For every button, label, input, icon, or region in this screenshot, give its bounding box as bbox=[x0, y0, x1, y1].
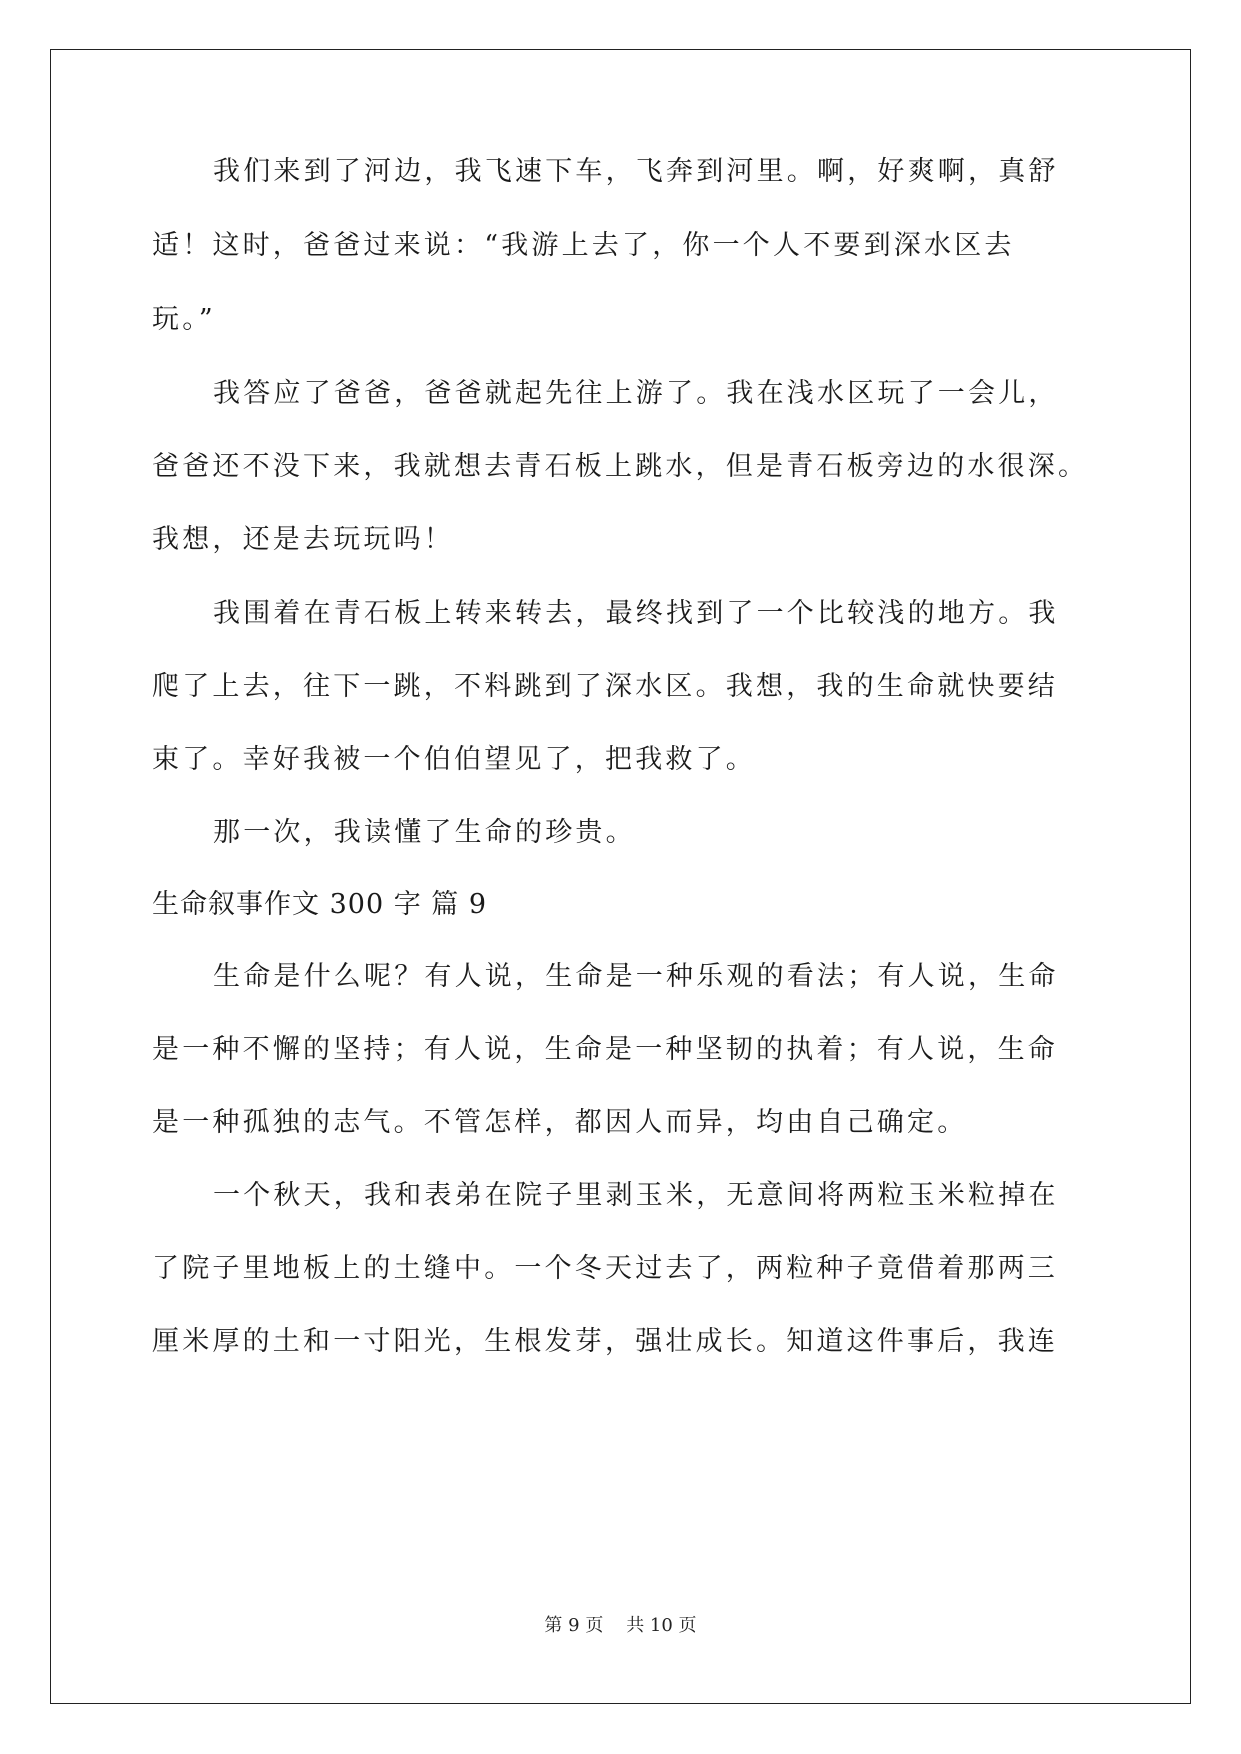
page-border bbox=[50, 49, 1191, 1704]
paragraph-line: 是一种孤独的志气。不管怎样，都因人而异，均由自己确定。 bbox=[152, 1107, 968, 1138]
paragraph-line: 了院子里地板上的土缝中。一个冬天过去了，两粒种子竟借着那两三 bbox=[152, 1253, 1058, 1284]
paragraph-line: 束了。幸好我被一个伯伯望见了，把我救了。 bbox=[152, 744, 756, 775]
paragraph-line: 我围着在青石板上转来转去，最终找到了一个比较浅的地方。我 bbox=[213, 598, 1059, 629]
paragraph-line: 那一次，我读懂了生命的珍贵。 bbox=[213, 817, 636, 848]
page-footer bbox=[0, 1614, 1241, 1638]
paragraph-line: 我答应了爸爸，爸爸就起先往上游了。我在浅水区玩了一会儿， bbox=[213, 378, 1059, 409]
paragraph-line: 我们来到了河边，我飞速下车，飞奔到河里。啊，好爽啊，真舒 bbox=[213, 156, 1059, 187]
paragraph-line: 适！这时，爸爸过来说：“我游上去了，你一个人不要到深水区去 bbox=[152, 230, 1015, 261]
paragraph-line: 爸爸还不没下来，我就想去青石板上跳水，但是青石板旁边的水很深。 bbox=[152, 451, 1089, 482]
paragraph-line: 是一种不懈的坚持；有人说，生命是一种坚韧的执着；有人说，生命 bbox=[152, 1034, 1058, 1065]
paragraph-line: 玩。” bbox=[152, 304, 216, 335]
page-number: 第 9 页 共 10 页 bbox=[544, 1615, 697, 1636]
paragraph-line: 厘米厚的土和一寸阳光，生根发芽，强壮成长。知道这件事后，我连 bbox=[152, 1326, 1058, 1357]
paragraph-line: 生命是什么呢？有人说，生命是一种乐观的看法；有人说，生命 bbox=[213, 961, 1059, 992]
paragraph-line: 我想，还是去玩玩吗！ bbox=[152, 524, 454, 555]
section-heading: 生命叙事作文 300 字 篇 9 bbox=[152, 889, 488, 920]
paragraph-line: 爬了上去，往下一跳，不料跳到了深水区。我想，我的生命就快要结 bbox=[152, 671, 1058, 702]
paragraph-line: 一个秋天，我和表弟在院子里剥玉米，无意间将两粒玉米粒掉在 bbox=[213, 1180, 1059, 1211]
